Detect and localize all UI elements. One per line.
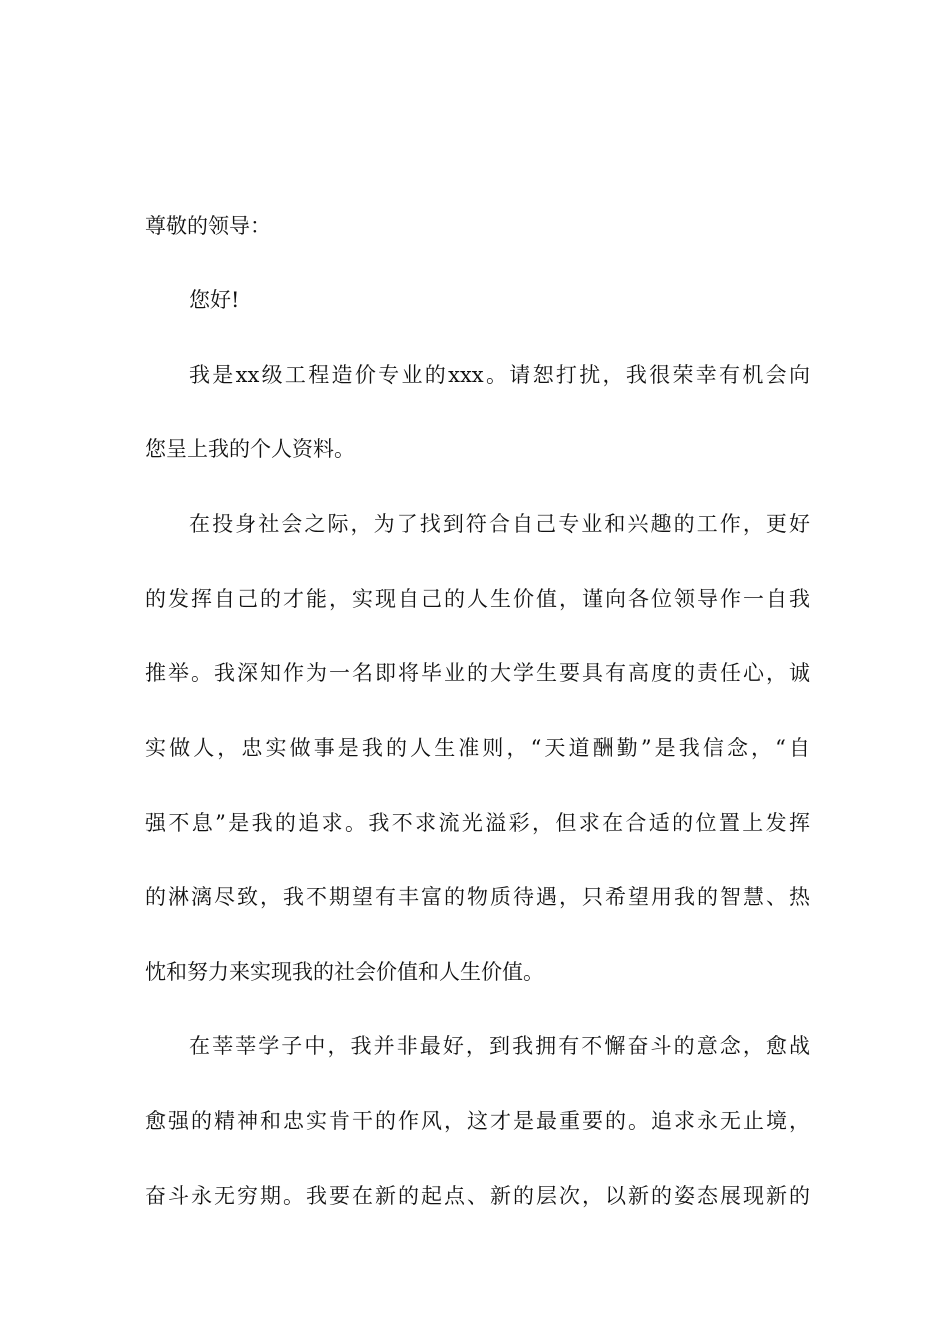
greeting: 您好!	[189, 288, 240, 312]
paragraph-2-line-5: 强不息”是我的追求。我不求流光溢彩，但求在合适的位置上发挥	[145, 811, 810, 835]
paragraph-2-line-3: 推举。我深知作为一名即将毕业的大学生要具有高度的责任心，诚	[145, 661, 810, 685]
paragraph-3-line-1: 在莘莘学子中，我并非最好，到我拥有不懈奋斗的意念，愈战	[189, 1034, 810, 1058]
paragraph-2-line-4: 实做人，忠实做事是我的人生准则，“天道酬勤”是我信念，“自	[145, 736, 810, 760]
paragraph-2-line-6: 的淋漓尽致，我不期望有丰富的物质待遇，只希望用我的智慧、热	[145, 885, 810, 909]
paragraph-2-line-7: 忱和努力来实现我的社会价值和人生价值。	[145, 960, 544, 984]
paragraph-1-line-2: 您呈上我的个人资料。	[145, 437, 355, 461]
paragraph-3-line-3: 奋斗永无穷期。我要在新的起点、新的层次，以新的姿态展现新的	[145, 1184, 810, 1208]
salutation: 尊敬的领导：	[145, 214, 271, 238]
paragraph-1-line-1: 我是xx级工程造价专业的xxx。请恕打扰，我很荣幸有机会向	[189, 363, 810, 387]
paragraph-2-line-2: 的发挥自己的才能，实现自己的人生价值，谨向各位领导作一自我	[145, 587, 810, 611]
paragraph-2-line-1: 在投身社会之际，为了找到符合自己专业和兴趣的工作，更好	[189, 512, 810, 536]
paragraph-3-line-2: 愈强的精神和忠实肯干的作风，这才是最重要的。追求永无止境，	[145, 1109, 810, 1133]
